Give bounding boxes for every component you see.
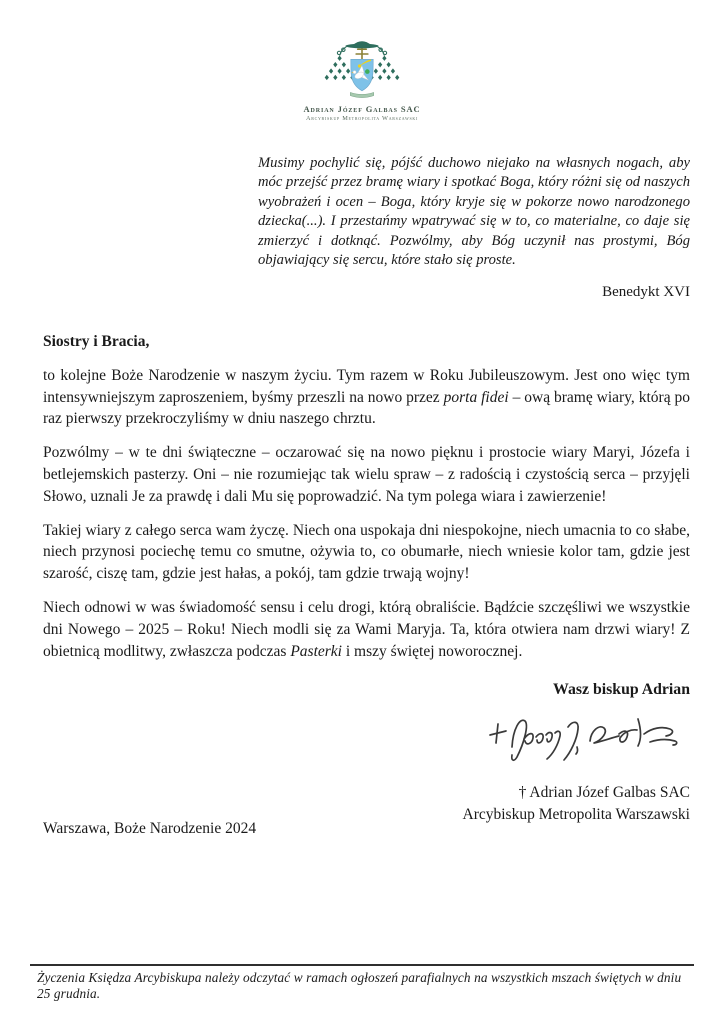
footer-divider [30,964,694,966]
dateline: Warszawa, Boże Narodzenie 2024 [43,820,257,837]
bishop-coat-of-arms-icon [319,38,405,102]
orb-icon [365,69,370,74]
letter-paragraph: Takiej wiary z całego serca wam życzę. Niech ona uspokaja dni niespokojne, niech umacnia to co słabe, niech przynosi pociechę temu co smutne, ożywia to, co obumarłe, niech wniesie kolor tam, gdzie jest szarość, ciszę tam, gdzie jest hałas, a pokój, tam gdzie trwają wojny! [43,521,690,583]
letter-paragraphs [43,365,690,663]
quote-text: Musimy pochylić się, pójść duchowo niejako na własnych nogach, aby móc przejść przez bramę wiary i spotkać Boga, który różni się od naszych wyobrażeń i ocen – Boga, który kryje się w pokorze nowo narodzonego dziecka(...). I przestańmy wpatrywać się w to, co materialne, co daje się zmierzyć i dotknąć. Pozwólmy, aby Bóg uczynił nas prostymi, Bóg objawiający się sercu, które stało się proste. [258,155,690,269]
archbishop-name: Adrian Józef Galbas SAC [303,104,421,114]
signoff-line: Wasz biskup Adrian [553,681,690,698]
header-crest-block [0,38,724,122]
galero-hat-icon [345,41,378,48]
letter-paragraph: Niech odnowi w was świadomość sensu i celu drogi, którą obraliście. Bądźcie szczęśliwi we wszystkie dni Nowego – 2025 – Roku! Niech modli się za Wami Maryja. Ta, która otwiera nam drzwi wiary! Z obietnicą modlitwy, zwłaszcza podczas Pasterki i mszy świętej noworocznej. [43,598,690,660]
galero-tassels-left [325,56,355,81]
letter-paragraph: to kolejne Boże Narodzenie w naszym życiu. Tym razem w Roku Jubileuszowym. Jest ono więc tym intensywniejszym zaproszeniem, byśmy przeszli na nowo przez porta fidei – ową bramę wiary, którą po raz pierwszy przekroczyliśmy w dniu naszego chrztu. [43,366,690,428]
handwritten-signature-icon [480,705,688,767]
quote-block [258,154,690,301]
letter-body [43,331,690,662]
galero-tassels-right [369,56,399,81]
signature-name: † Adrian Józef Galbas SAC [518,784,690,801]
quote-attribution: Benedykt XVI [602,284,690,301]
signature-title: Arcybiskup Metropolita Warszawski [462,806,690,823]
footer-note: Życzenia Księdza Arcybiskupa należy odczytać w ramach ogłoszeń parafialnych na wszystkich mszach świętych w dniu 25 grudnia. [37,970,682,1001]
letter-paragraph: Pozwólmy – w te dni świąteczne – oczarować się na nowo pięknu i prostocie wiary Maryi, Józefa i betlejemskich pasterzy. Oni – nie rozumiejąc tak wielu spraw – z radością i czystością serca – przyjęli Słowo, uznali Je za prawdę i dali Mu się poprowadzić. Na tym polega wiara i zawierzenie! [43,444,690,505]
signature-text-block [463,782,690,826]
archbishop-title: Arcybiskup Metropolita Warszawski [305,115,419,122]
motto-scroll-icon [350,92,373,97]
salutation: Siostry i Bracia, [43,333,150,350]
